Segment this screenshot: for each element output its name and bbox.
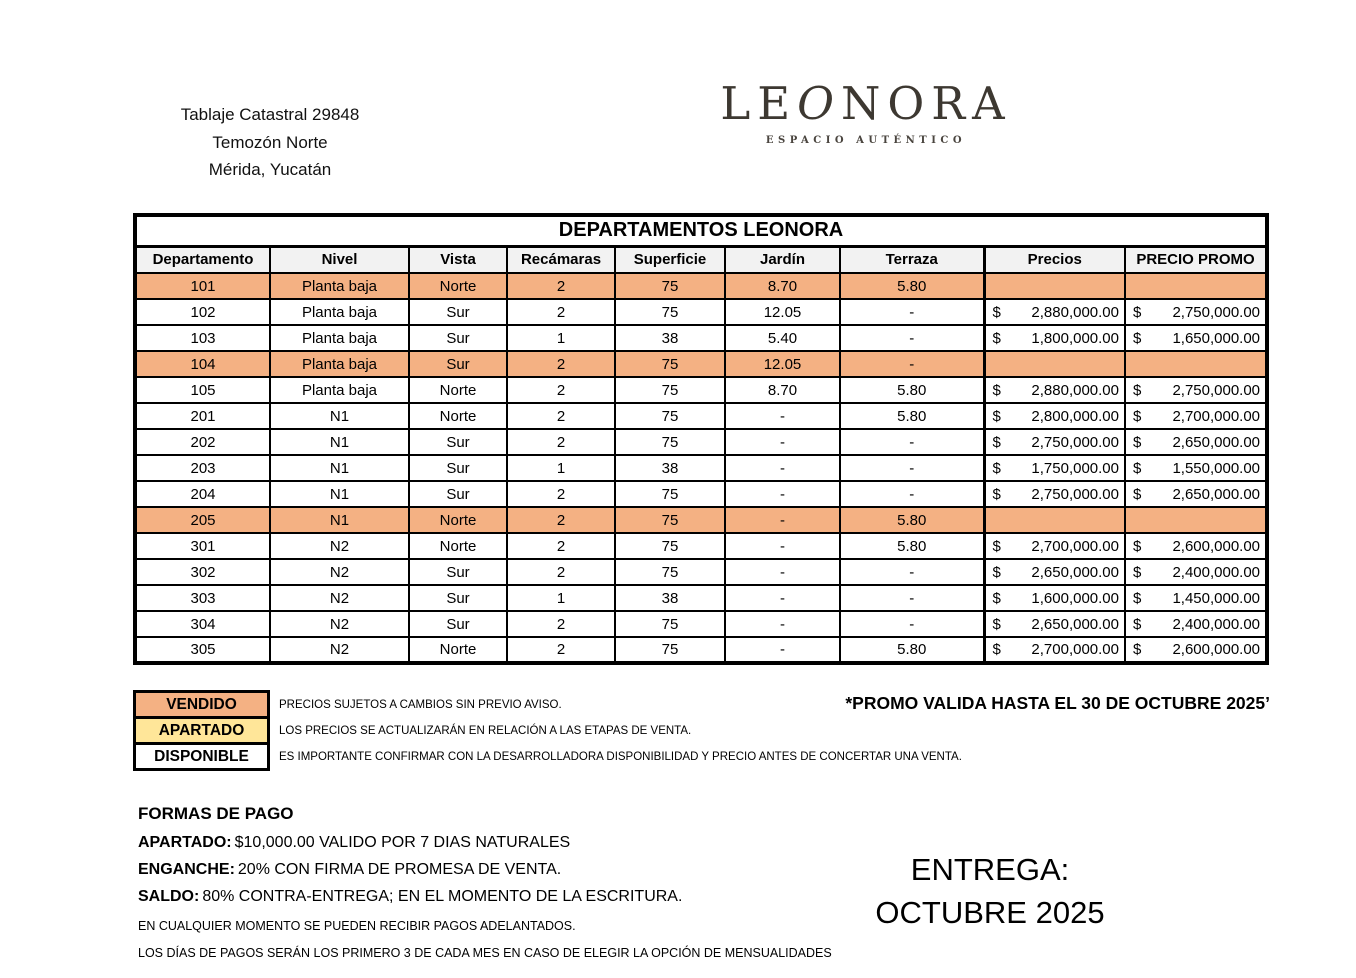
cell-precio_promo bbox=[1125, 585, 1267, 611]
cell-terraza: 5.80 bbox=[840, 637, 984, 663]
currency-symbol: $ bbox=[992, 537, 1001, 555]
legend-row-apartado bbox=[133, 716, 962, 745]
table-row bbox=[135, 299, 1267, 325]
cell-superficie: 38 bbox=[615, 585, 725, 611]
price-amount: 2,650,000.00 bbox=[1172, 485, 1261, 503]
payment-label-enganche: ENGANCHE: bbox=[138, 861, 235, 878]
cell-departamento: 301 bbox=[135, 533, 270, 559]
currency-symbol: $ bbox=[992, 381, 1001, 399]
table-row bbox=[135, 273, 1267, 299]
currency-symbol: $ bbox=[1133, 459, 1142, 477]
cell-vista: Sur bbox=[409, 429, 507, 455]
price-amount: 1,600,000.00 bbox=[1031, 589, 1119, 607]
delivery-date bbox=[820, 848, 1160, 934]
currency-symbol: $ bbox=[1133, 303, 1142, 321]
price-amount: 1,450,000.00 bbox=[1172, 589, 1261, 607]
cell-nivel: N2 bbox=[270, 533, 409, 559]
cell-vista: Sur bbox=[409, 585, 507, 611]
cell-vista: Sur bbox=[409, 325, 507, 351]
address-block bbox=[148, 101, 392, 184]
cell-superficie: 75 bbox=[615, 533, 725, 559]
column-header-precios: Precios bbox=[984, 246, 1125, 273]
cell-precio bbox=[984, 455, 1125, 481]
table-row bbox=[135, 611, 1267, 637]
cell-recamaras: 2 bbox=[507, 559, 615, 585]
cell-precio bbox=[984, 533, 1125, 559]
cell-jardin: 12.05 bbox=[725, 299, 840, 325]
table-body bbox=[135, 273, 1267, 663]
cell-vista: Norte bbox=[409, 273, 507, 299]
column-header-nivel: Nivel bbox=[270, 246, 409, 273]
departments-table bbox=[133, 213, 1269, 665]
cell-departamento: 305 bbox=[135, 637, 270, 663]
price-amount: 2,650,000.00 bbox=[1031, 615, 1119, 633]
cell-superficie: 75 bbox=[615, 507, 725, 533]
cell-superficie: 75 bbox=[615, 481, 725, 507]
table-header-row bbox=[135, 246, 1267, 273]
currency-symbol: $ bbox=[1133, 537, 1142, 555]
cell-nivel: Planta baja bbox=[270, 325, 409, 351]
cell-precio_promo bbox=[1125, 403, 1267, 429]
cell-recamaras: 2 bbox=[507, 507, 615, 533]
cell-departamento: 204 bbox=[135, 481, 270, 507]
cell-terraza: - bbox=[840, 351, 984, 377]
cell-vista: Sur bbox=[409, 559, 507, 585]
cell-departamento: 205 bbox=[135, 507, 270, 533]
cell-departamento: 304 bbox=[135, 611, 270, 637]
cell-precio bbox=[984, 585, 1125, 611]
cell-terraza: 5.80 bbox=[840, 507, 984, 533]
table-row bbox=[135, 481, 1267, 507]
price-amount: 1,550,000.00 bbox=[1172, 459, 1261, 477]
logo-tagline: ESPACIO AUTÉNTICO bbox=[765, 135, 967, 146]
table-row bbox=[135, 533, 1267, 559]
cell-recamaras: 2 bbox=[507, 351, 615, 377]
cell-recamaras: 2 bbox=[507, 403, 615, 429]
cell-departamento: 201 bbox=[135, 403, 270, 429]
cell-terraza: - bbox=[840, 429, 984, 455]
column-header-jardin: Jardín bbox=[725, 246, 840, 273]
price-amount: 2,700,000.00 bbox=[1031, 641, 1119, 658]
price-amount: 2,750,000.00 bbox=[1031, 485, 1119, 503]
price-amount: 2,880,000.00 bbox=[1031, 303, 1119, 321]
cell-superficie: 75 bbox=[615, 403, 725, 429]
address-line-2: Temozón Norte bbox=[212, 132, 328, 152]
cell-precio bbox=[984, 325, 1125, 351]
price-amount: 2,650,000.00 bbox=[1031, 563, 1119, 581]
cell-superficie: 75 bbox=[615, 559, 725, 585]
price-amount: 2,880,000.00 bbox=[1031, 381, 1119, 399]
cell-jardin: 5.40 bbox=[725, 325, 840, 351]
currency-symbol: $ bbox=[1133, 407, 1142, 425]
cell-recamaras: 2 bbox=[507, 429, 615, 455]
currency-symbol: $ bbox=[1133, 615, 1142, 633]
cell-jardin: 12.05 bbox=[725, 351, 840, 377]
column-header-departamento: Departamento bbox=[135, 246, 270, 273]
legend-box-disponible: DISPONIBLE bbox=[133, 742, 270, 771]
price-amount: 2,400,000.00 bbox=[1172, 563, 1261, 581]
table-row bbox=[135, 637, 1267, 663]
payment-note-monthly: LOS DÍAS DE PAGOS SERÁN LOS PRIMERO 3 DE CADA MES EN CASO DE ELEGIR LA OPCIÓN DE MENSUALIDADES bbox=[138, 946, 832, 960]
cell-jardin: - bbox=[725, 481, 840, 507]
cell-precio_promo bbox=[1125, 637, 1267, 663]
cell-nivel: N2 bbox=[270, 637, 409, 663]
column-header-superficie: Superficie bbox=[615, 246, 725, 273]
legend-row-disponible bbox=[133, 742, 962, 771]
price-amount: 2,750,000.00 bbox=[1031, 433, 1119, 451]
currency-symbol: $ bbox=[1133, 433, 1142, 451]
currency-symbol: $ bbox=[992, 641, 1001, 658]
cell-terraza: 5.80 bbox=[840, 377, 984, 403]
table-title-row bbox=[135, 215, 1267, 246]
cell-precio_promo bbox=[1125, 533, 1267, 559]
cell-vista: Sur bbox=[409, 351, 507, 377]
delivery-label: ENTREGA: bbox=[910, 852, 1070, 887]
price-table bbox=[133, 213, 1269, 665]
payment-note-advance: EN CUALQUIER MOMENTO SE PUEDEN RECIBIR PAGOS ADELANTADOS. bbox=[138, 919, 576, 933]
table-row bbox=[135, 455, 1267, 481]
cell-precio_promo bbox=[1125, 559, 1267, 585]
cell-jardin: - bbox=[725, 429, 840, 455]
cell-precio bbox=[984, 559, 1125, 585]
cell-nivel: N1 bbox=[270, 455, 409, 481]
cell-precio bbox=[984, 273, 1125, 299]
cell-recamaras: 1 bbox=[507, 455, 615, 481]
cell-vista: Sur bbox=[409, 611, 507, 637]
cell-superficie: 75 bbox=[615, 299, 725, 325]
column-header-precio-promo: PRECIO PROMO bbox=[1125, 246, 1267, 273]
table-row bbox=[135, 429, 1267, 455]
cell-recamaras: 2 bbox=[507, 299, 615, 325]
legend-note-disponible: ES IMPORTANTE CONFIRMAR CON LA DESARROLLADORA DISPONIBILIDAD Y PRECIO ANTES DE CONCERTAR UNA VENTA. bbox=[279, 750, 962, 763]
cell-vista: Norte bbox=[409, 507, 507, 533]
column-header-terraza: Terraza bbox=[840, 246, 984, 273]
address-line-3: Mérida, Yucatán bbox=[208, 160, 332, 179]
cell-jardin: - bbox=[725, 559, 840, 585]
currency-symbol: $ bbox=[992, 329, 1001, 347]
payment-text-apartado: $10,000.00 VALIDO POR 7 DIAS NATURALES bbox=[234, 834, 571, 851]
price-amount: 2,600,000.00 bbox=[1172, 641, 1261, 658]
currency-symbol: $ bbox=[992, 303, 1001, 321]
payment-text-enganche: 20% CON FIRMA DE PROMESA DE VENTA. bbox=[237, 861, 562, 878]
column-header-recamaras: Recámaras bbox=[507, 246, 615, 273]
cell-precio_promo bbox=[1125, 481, 1267, 507]
payment-label-apartado: APARTADO: bbox=[138, 834, 232, 851]
cell-departamento: 303 bbox=[135, 585, 270, 611]
cell-vista: Norte bbox=[409, 637, 507, 663]
cell-precio bbox=[984, 481, 1125, 507]
cell-precio_promo bbox=[1125, 611, 1267, 637]
cell-jardin: 8.70 bbox=[725, 273, 840, 299]
cell-superficie: 75 bbox=[615, 429, 725, 455]
cell-terraza: 5.80 bbox=[840, 403, 984, 429]
cell-jardin: - bbox=[725, 507, 840, 533]
cell-precio_promo bbox=[1125, 507, 1267, 533]
cell-nivel: N2 bbox=[270, 559, 409, 585]
legend-box-vendido: VENDIDO bbox=[133, 690, 270, 719]
cell-superficie: 75 bbox=[615, 377, 725, 403]
cell-departamento: 101 bbox=[135, 273, 270, 299]
payment-terms bbox=[138, 804, 832, 960]
cell-jardin: - bbox=[725, 403, 840, 429]
cell-jardin: - bbox=[725, 585, 840, 611]
cell-precio bbox=[984, 351, 1125, 377]
price-amount: 1,800,000.00 bbox=[1031, 329, 1119, 347]
payment-title: FORMAS DE PAGO bbox=[138, 804, 294, 823]
cell-recamaras: 2 bbox=[507, 611, 615, 637]
brand-logo bbox=[706, 77, 1026, 146]
logo-wordmark bbox=[706, 77, 1026, 130]
cell-terraza: - bbox=[840, 325, 984, 351]
legend-note-apartado: LOS PRECIOS SE ACTUALIZARÁN EN RELACIÓN A LAS ETAPAS DE VENTA. bbox=[279, 724, 692, 737]
cell-jardin: - bbox=[725, 637, 840, 663]
cell-vista: Sur bbox=[409, 299, 507, 325]
cell-terraza: - bbox=[840, 455, 984, 481]
cell-departamento: 102 bbox=[135, 299, 270, 325]
currency-symbol: $ bbox=[992, 563, 1001, 581]
cell-terraza: 5.80 bbox=[840, 273, 984, 299]
cell-nivel: Planta baja bbox=[270, 377, 409, 403]
delivery-month: OCTUBRE 2025 bbox=[875, 895, 1105, 930]
payment-label-saldo: SALDO: bbox=[138, 888, 200, 905]
logo-wordmark-italic-o: O bbox=[797, 77, 841, 130]
table-row bbox=[135, 325, 1267, 351]
currency-symbol: $ bbox=[1133, 641, 1142, 658]
payment-text-saldo: 80% CONTRA-ENTREGA; EN EL MOMENTO DE LA ESCRITURA. bbox=[202, 888, 683, 905]
cell-jardin: - bbox=[725, 611, 840, 637]
cell-departamento: 105 bbox=[135, 377, 270, 403]
price-amount: 2,600,000.00 bbox=[1172, 537, 1261, 555]
cell-jardin: - bbox=[725, 455, 840, 481]
currency-symbol: $ bbox=[1133, 381, 1142, 399]
cell-precio_promo bbox=[1125, 351, 1267, 377]
cell-departamento: 203 bbox=[135, 455, 270, 481]
price-amount: 1,750,000.00 bbox=[1031, 459, 1119, 477]
cell-superficie: 38 bbox=[615, 325, 725, 351]
price-amount: 2,800,000.00 bbox=[1031, 407, 1119, 425]
cell-recamaras: 1 bbox=[507, 585, 615, 611]
cell-nivel: Planta baja bbox=[270, 273, 409, 299]
cell-precio bbox=[984, 507, 1125, 533]
table-row bbox=[135, 403, 1267, 429]
table-row bbox=[135, 507, 1267, 533]
cell-recamaras: 2 bbox=[507, 273, 615, 299]
price-amount: 2,400,000.00 bbox=[1172, 615, 1261, 633]
cell-recamaras: 1 bbox=[507, 325, 615, 351]
currency-symbol: $ bbox=[992, 615, 1001, 633]
cell-recamaras: 2 bbox=[507, 377, 615, 403]
cell-precio bbox=[984, 377, 1125, 403]
cell-precio bbox=[984, 637, 1125, 663]
cell-terraza: - bbox=[840, 299, 984, 325]
price-amount: 2,700,000.00 bbox=[1031, 537, 1119, 555]
logo-wordmark-pre: LE bbox=[720, 77, 798, 130]
currency-symbol: $ bbox=[992, 433, 1001, 451]
cell-departamento: 202 bbox=[135, 429, 270, 455]
cell-terraza: - bbox=[840, 481, 984, 507]
currency-symbol: $ bbox=[992, 407, 1001, 425]
cell-vista: Sur bbox=[409, 481, 507, 507]
price-amount: 2,750,000.00 bbox=[1172, 381, 1261, 399]
legend-note-vendido: PRECIOS SUJETOS A CAMBIOS SIN PREVIO AVISO. bbox=[279, 698, 562, 711]
legend-box-apartado: APARTADO bbox=[133, 716, 270, 745]
cell-precio_promo bbox=[1125, 455, 1267, 481]
cell-departamento: 104 bbox=[135, 351, 270, 377]
cell-superficie: 38 bbox=[615, 455, 725, 481]
cell-recamaras: 2 bbox=[507, 637, 615, 663]
cell-nivel: Planta baja bbox=[270, 299, 409, 325]
cell-terraza: - bbox=[840, 559, 984, 585]
address-line-1: Tablaje Catastral 29848 bbox=[180, 105, 360, 124]
cell-nivel: N2 bbox=[270, 611, 409, 637]
cell-jardin: 8.70 bbox=[725, 377, 840, 403]
cell-superficie: 75 bbox=[615, 611, 725, 637]
currency-symbol: $ bbox=[992, 485, 1001, 503]
cell-vista: Norte bbox=[409, 377, 507, 403]
cell-precio bbox=[984, 429, 1125, 455]
cell-superficie: 75 bbox=[615, 351, 725, 377]
cell-superficie: 75 bbox=[615, 637, 725, 663]
promo-validity-note: *PROMO VALIDA HASTA EL 30 DE OCTUBRE 2025’ bbox=[845, 693, 1270, 713]
cell-terraza: 5.80 bbox=[840, 533, 984, 559]
payment-line-enganche bbox=[138, 861, 798, 879]
cell-departamento: 302 bbox=[135, 559, 270, 585]
table-title: DEPARTAMENTOS LEONORA bbox=[135, 215, 1267, 246]
cell-terraza: - bbox=[840, 611, 984, 637]
table-row bbox=[135, 559, 1267, 585]
cell-precio bbox=[984, 611, 1125, 637]
table-row bbox=[135, 585, 1267, 611]
table-row bbox=[135, 377, 1267, 403]
cell-terraza: - bbox=[840, 585, 984, 611]
cell-nivel: N1 bbox=[270, 481, 409, 507]
price-amount: 2,700,000.00 bbox=[1172, 407, 1261, 425]
cell-departamento: 103 bbox=[135, 325, 270, 351]
cell-precio_promo bbox=[1125, 273, 1267, 299]
cell-vista: Norte bbox=[409, 533, 507, 559]
cell-precio_promo bbox=[1125, 377, 1267, 403]
currency-symbol: $ bbox=[1133, 485, 1142, 503]
cell-vista: Norte bbox=[409, 403, 507, 429]
currency-symbol: $ bbox=[1133, 589, 1142, 607]
cell-precio_promo bbox=[1125, 429, 1267, 455]
table-row bbox=[135, 351, 1267, 377]
cell-nivel: N2 bbox=[270, 585, 409, 611]
currency-symbol: $ bbox=[1133, 329, 1142, 347]
cell-vista: Sur bbox=[409, 455, 507, 481]
cell-superficie: 75 bbox=[615, 273, 725, 299]
cell-recamaras: 2 bbox=[507, 481, 615, 507]
currency-symbol: $ bbox=[1133, 563, 1142, 581]
cell-nivel: N1 bbox=[270, 507, 409, 533]
cell-precio bbox=[984, 299, 1125, 325]
logo-wordmark-post: NORA bbox=[840, 77, 1012, 130]
cell-nivel: N1 bbox=[270, 403, 409, 429]
cell-nivel: N1 bbox=[270, 429, 409, 455]
cell-precio bbox=[984, 403, 1125, 429]
price-amount: 2,750,000.00 bbox=[1172, 303, 1261, 321]
currency-symbol: $ bbox=[992, 589, 1001, 607]
cell-precio_promo bbox=[1125, 299, 1267, 325]
price-amount: 1,650,000.00 bbox=[1172, 329, 1261, 347]
cell-recamaras: 2 bbox=[507, 533, 615, 559]
column-header-vista: Vista bbox=[409, 246, 507, 273]
price-amount: 2,650,000.00 bbox=[1172, 433, 1261, 451]
currency-symbol: $ bbox=[992, 459, 1001, 477]
cell-jardin: - bbox=[725, 533, 840, 559]
payment-line-saldo bbox=[138, 888, 798, 906]
cell-precio_promo bbox=[1125, 325, 1267, 351]
payment-line-apartado bbox=[138, 834, 798, 852]
cell-nivel: Planta baja bbox=[270, 351, 409, 377]
